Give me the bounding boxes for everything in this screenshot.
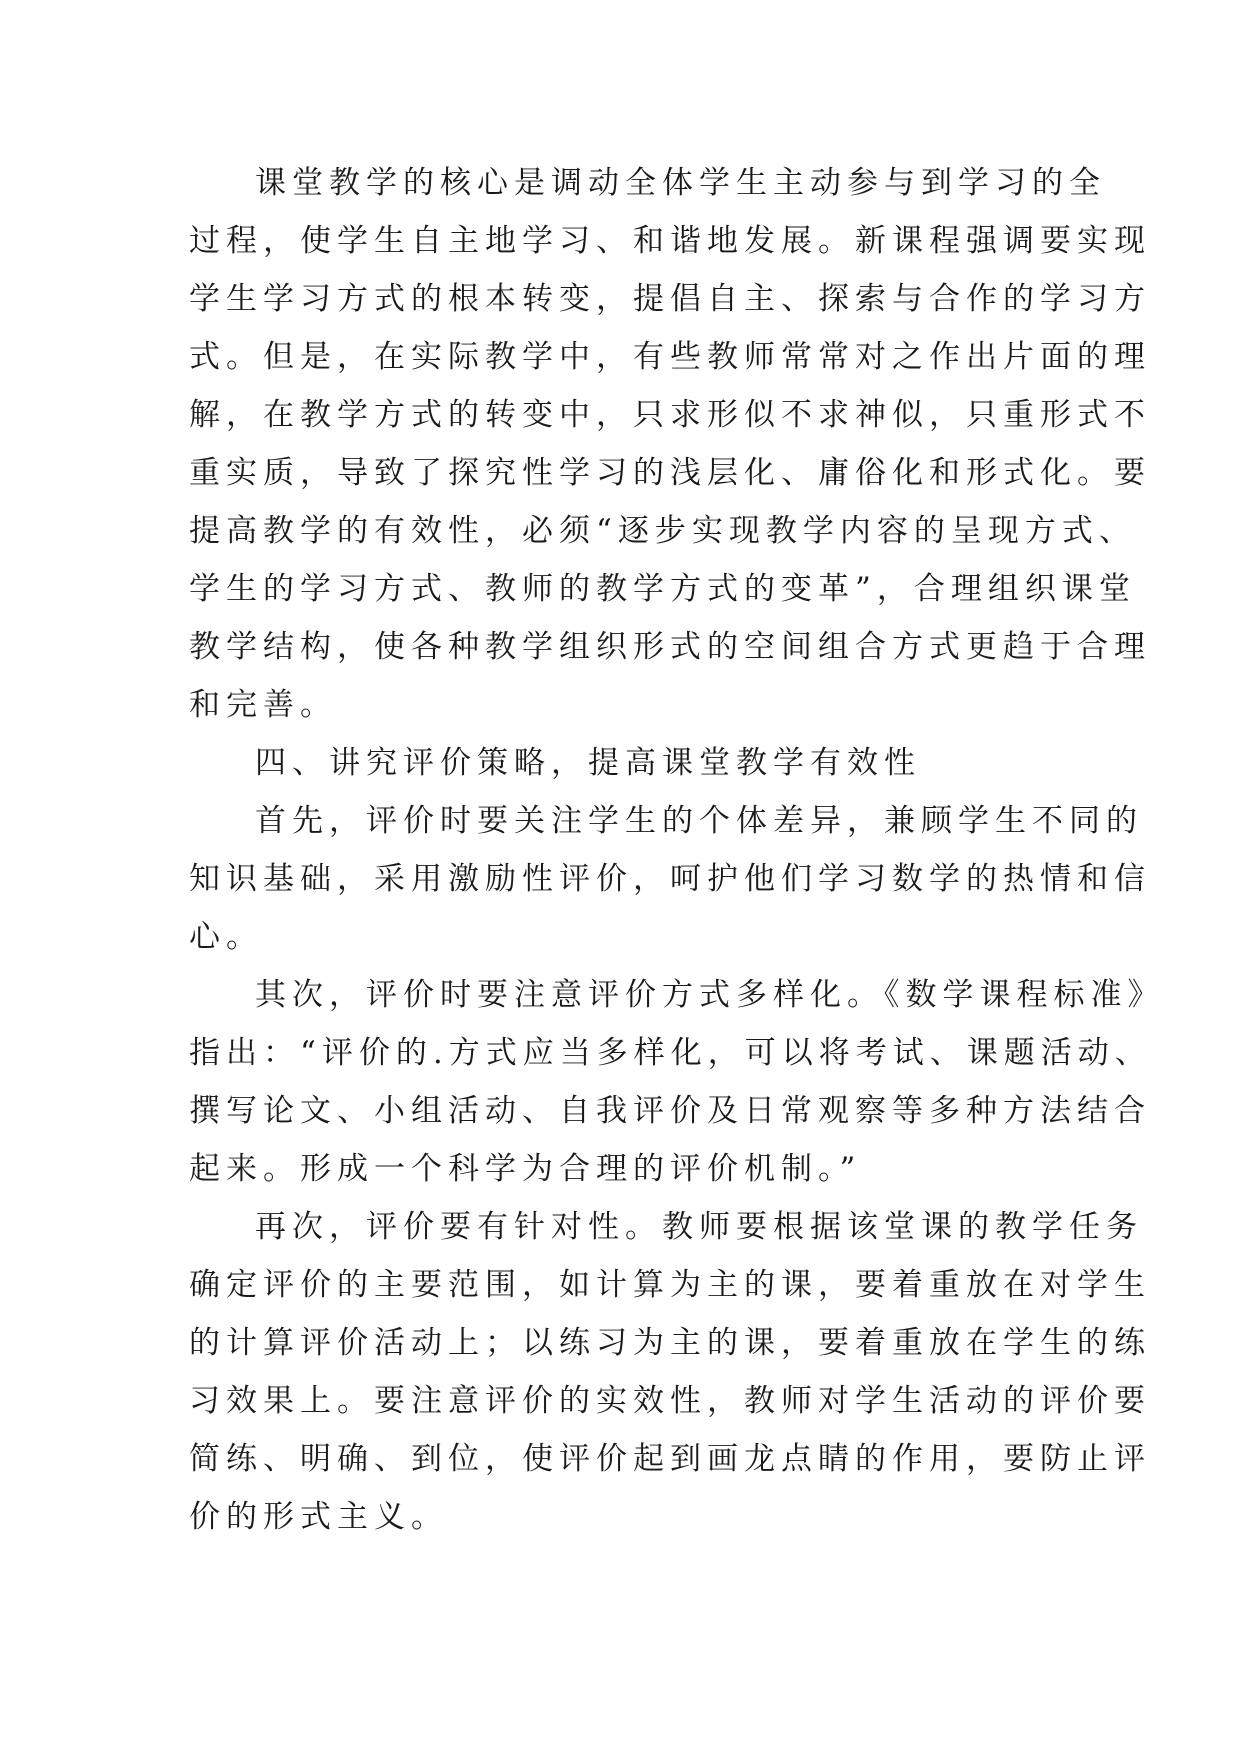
paragraph-line: 过程，使学生自主地学习、和谐地发展。新课程强调要实现 [189,223,1151,259]
paragraph-line: 课堂教学的核心是调动全体学生主动参与到学习的全 [255,165,1106,201]
paragraph-line: 再次，评价要有针对性。教师要根据该堂课的教学任务 [255,1209,1143,1245]
paragraph-line: 重实质，导致了探究性学习的浅层化、庸俗化和形式化。要 [189,455,1151,491]
paragraph-line: 和完善。 [189,687,337,723]
paragraph-line: 简练、明确、到位，使评价起到画龙点睛的作用，要防止评 [189,1441,1151,1477]
paragraph-line: 解，在教学方式的转变中，只求形似不求神似，只重形式不 [189,397,1151,433]
paragraph-line: 知识基础，采用激励性评价，呵护他们学习数学的热情和信 [189,861,1151,897]
paragraph-line: 指出：“评价的.方式应当多样化，可以将考试、课题活动、 [189,1035,1152,1071]
paragraph-line: 的计算评价活动上；以练习为主的课，要着重放在学生的练 [189,1325,1151,1361]
paragraph-line: 心。 [189,919,263,955]
paragraph-line: 习效果上。要注意评价的实效性，教师对学生活动的评价要 [189,1383,1151,1419]
paragraph-line: 价的形式主义。 [189,1499,448,1535]
paragraph-line: 教学结构，使各种教学组织形式的空间组合方式更趋于合理 [189,629,1151,665]
paragraph-line: 起来。形成一个科学为合理的评价机制。” [189,1151,862,1187]
paragraph-line: 提高教学的有效性，必须“逐步实现教学内容的呈现方式、 [189,513,1136,549]
paragraph-line: 撰写论文、小组活动、自我评价及日常观察等多种方法结合 [189,1093,1151,1129]
document-body [189,154,1165,1546]
paragraph-line: 式。但是，在实际教学中，有些教师常常对之作出片面的理 [189,339,1151,375]
section-heading: 四、讲究评价策略，提高课堂教学有效性 [255,745,921,781]
paragraph-line: 学生的学习方式、教师的教学方式的变革”，合理组织课堂 [189,571,1136,607]
paragraph-line: 其次，评价时要注意评价方式多样化。《数学课程标准》 [255,977,1165,1013]
paragraph-line: 首先，评价时要关注学生的个体差异，兼顾学生不同的 [255,803,1143,839]
paragraph-line: 确定评价的主要范围，如计算为主的课，要着重放在对学生 [189,1267,1151,1303]
paragraph-line: 学生学习方式的根本转变，提倡自主、探索与合作的学习方 [189,281,1151,317]
